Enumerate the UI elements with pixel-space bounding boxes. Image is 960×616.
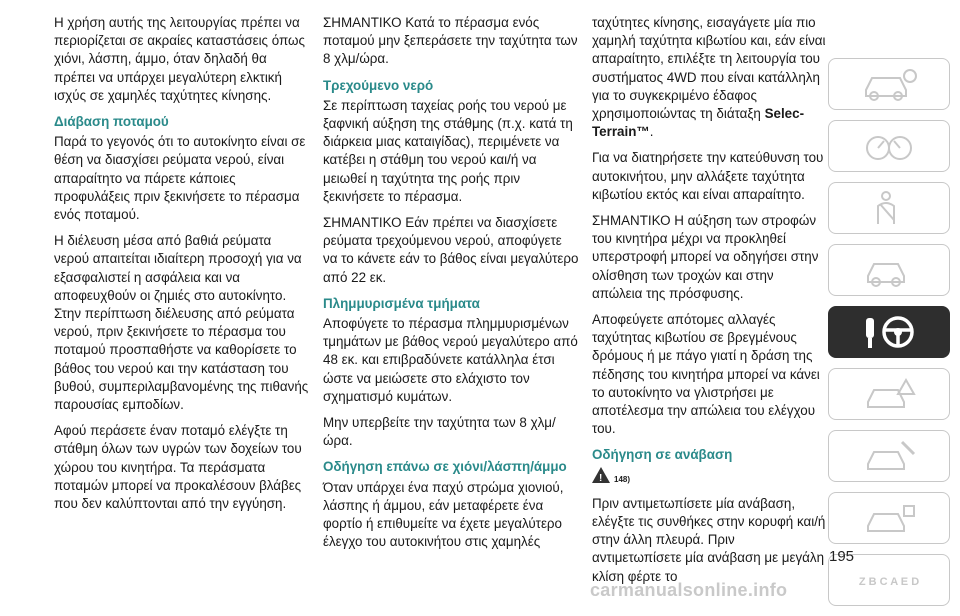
alphabet-index-icon xyxy=(858,560,920,600)
chapter-tab-sidebar xyxy=(828,58,958,616)
paragraph: Σε περίπτωση ταχείας ροής του νερού με ξαφνική αύξηση της στάθμης (π.χ. κατά τη διάρκεια μιας καταιγίδας), περιμένετε να κατέβει η στάθμη του νερού και/ή να μειωθεί η ταχύτητα της ροής πριν ξεκινήσετε το πέρασμα. xyxy=(323,97,573,204)
dashboard-gauges-icon xyxy=(858,126,920,166)
chapter-tab-car-info[interactable] xyxy=(828,58,950,110)
section-heading-river-crossing: Διάβαση ποταμού xyxy=(54,114,169,130)
paragraph: ΣΗΜΑΝΤΙΚΟ Κατά το πέρασμα ενός ποταμού μην ξεπεράσετε την ταχύτητα των 8 χλμ/ώρα. xyxy=(323,15,578,67)
paragraph: Όταν υπάρχει ένα παχύ στρώμα χιονιού, λάσπης ή άμμου, εάν μεταφέρετε ένα φορτίο ή επιθυμείτε να έχετε μεγαλύτερο έλεγχο του αυτοκινήτου στις χαμηλές xyxy=(323,479,564,550)
text-column-1 xyxy=(54,14,310,521)
chapter-tab-safety[interactable] xyxy=(828,182,950,234)
chapter-tab-starting[interactable] xyxy=(828,244,950,296)
svg-text:Z B C A E D: Z B C A E D xyxy=(858,576,920,588)
paragraph-text: ταχύτητες κίνησης, εισαγάγετε μία πιο χαμηλή ταχύτητα κιβωτίου και, εάν είναι απαραίτητο, επιλέξτε τη λειτουργία του συστήματος 4WD που είναι κατάλληλη για το συγκεκριμένο έδαφος χρησιμοποιώντας τη διάταξη xyxy=(592,15,826,122)
car-emergency-icon xyxy=(858,374,920,414)
section-heading-uphill-driving: Οδήγηση σε ανάβαση xyxy=(592,447,733,463)
paragraph: Πριν αντιμετωπίσετε μία ανάβαση, ελέγξτε τις συνθήκες στην κορυφή και/ή στην άλλη πλευρά. Πριν αντιμετωπίσετε μία ανάβαση με μεγάλη κλίση φέρτε το xyxy=(592,495,826,584)
text-column-2 xyxy=(323,14,579,559)
chapter-tab-driving-active[interactable] xyxy=(828,306,950,358)
car-info-icon xyxy=(858,64,920,104)
car-specs-icon xyxy=(858,498,920,538)
chapter-tab-dashboard[interactable] xyxy=(828,120,950,172)
paragraph xyxy=(592,14,826,141)
selec-terrain-label: Selec-Terrain™ xyxy=(592,106,805,140)
car-start-icon xyxy=(858,250,920,290)
paragraph: Η διέλευση μέσα από βαθιά ρεύματα νερού απαιτείται ιδιαίτερη προσοχή για να εξασφαλιστεί η ασφάλεια και να αποφευχθούν οι ζημιές στο αυτοκίνητο. Στην περίπτωση διέλευσης από ρεύματα νερού, πριν ξεκινήσετε το πέρασμα του ποταμού προσπαθήστε να καθορίσετε το βάθος του νερού και την κατάσταση του βυθού, συμπεριλαμβανομένης της πιθανής παρουσίας εμποδίων. xyxy=(54,233,309,413)
page-number: 195 xyxy=(829,548,855,565)
paragraph: Για να διατηρήσετε την κατεύθυνση του αυτοκινήτου, μην αλλάξετε ταχύτητα κιβωτίου εκτός και είναι απαραίτητο. xyxy=(592,150,824,202)
chapter-tab-emergency[interactable] xyxy=(828,368,950,420)
paragraph: Αποφύγετε το πέρασμα πλημμυρισμένων τμημάτων με βάθος νερού μεγαλύτερο από 48 εκ. και επιβραδύνετε κατάλληλα έτσι ώστε να μειώσετε στο ελάχιστο τον σχηματισμό κυμάτων. xyxy=(323,316,578,404)
paragraph: Αφού περάσετε έναν ποταμό ελέγξτε τη στάθμη όλων των υγρών των δοχείων του χώρου του κινητήρα. Τα περάσματα ποταμών μπορεί να προκαλέσουν βλάβες που δεν καλύπτονται από την εγγύηση. xyxy=(54,423,302,512)
paragraph: Αποφεύγετε απότομες αλλαγές ταχύτητας κιβωτίου σε βρεγμένους δρόμους ή με πάγο γιατί η δράση της πέδησης του κινητήρα μπορεί να κάνει το αυτοκίνητο να γλιστρήσει με αποτέλεσμα την απώλεια του ελέγχου του. xyxy=(592,312,820,437)
paragraph: Μην υπερβείτε την ταχύτητα των 8 χλμ/ώρα. xyxy=(323,415,556,449)
text-column-3 xyxy=(592,14,826,594)
paragraph-text: . xyxy=(649,124,654,140)
car-service-icon xyxy=(858,436,920,476)
paragraph: ΣΗΜΑΝΤΙΚΟ Εάν πρέπει να διασχίσετε ρεύματα τρεχούμενου νερού, αποφύγετε να το κάνετε εάν το βάθος είναι μεγαλύτερο από 22 εκ. xyxy=(323,215,579,285)
section-heading-flooded-sections: Πλημμυρισμένα τμήματα xyxy=(323,295,480,311)
paragraph: ΣΗΜΑΝΤΙΚΟ Η αύξηση των στροφών του κινητήρα μέχρι να προκληθεί υπερστροφή μπορεί να οδηγήσει στην ολίσθηση των τροχών και στην απώλεια της πρόσφυσης. xyxy=(592,213,819,301)
section-heading-running-water: Τρεχούμενο νερό xyxy=(323,77,434,93)
watermark: carmanualsonline.info xyxy=(590,580,788,600)
safety-belt-icon xyxy=(858,188,920,228)
key-steering-wheel-icon xyxy=(858,312,920,352)
warning-reference xyxy=(592,467,826,489)
warning-triangle-icon: ! xyxy=(592,467,610,483)
chapter-tab-specs[interactable] xyxy=(828,492,950,544)
section-heading-snow-mud-sand: Οδήγηση επάνω σε χιόνι/λάσπη/άμμο xyxy=(323,459,567,475)
paragraph: Παρά το γεγονός ότι το αυτοκίνητο είναι σε θέση να διασχίσει ρεύματα νερού, είναι απαραίτητο να πάρετε κάποιες προφυλάξεις πριν ξεκινήσετε το πέρασμα ενός ποταμού. xyxy=(54,134,306,223)
paragraph: Η χρήση αυτής της λειτουργίας πρέπει να περιορίζεται σε ακραίες καταστάσεις όπως χιόνι, λάσπη, άμμο, όταν δηλαδή θα πρέπει να υπάρχει μεγαλύτερη ελκτική ισχύς σε χαμηλές ταχύτητες κίνησης. xyxy=(54,15,305,103)
chapter-tab-service[interactable] xyxy=(828,430,950,482)
warning-ref-number: 148) xyxy=(614,474,631,484)
